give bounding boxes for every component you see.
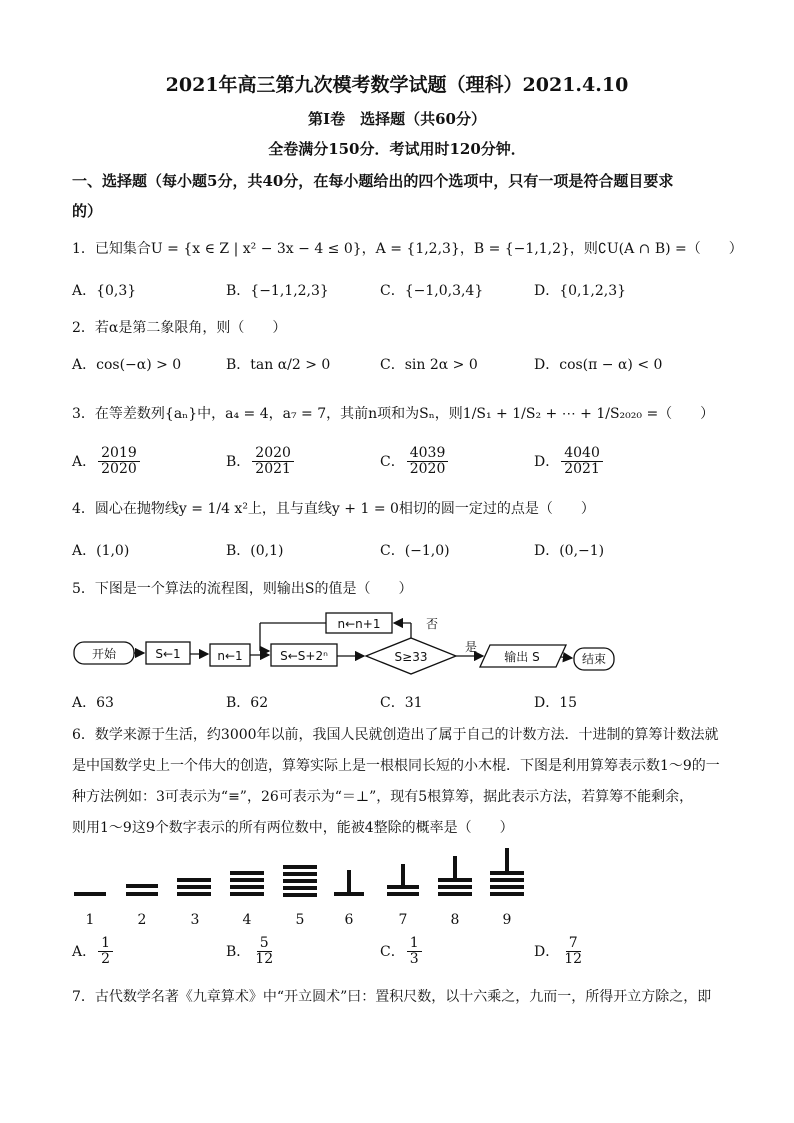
q3-option-c-fraction — [407, 446, 449, 476]
q5-option-b: B．62 — [226, 695, 269, 711]
flow-s-init-label: S←1 — [155, 647, 181, 661]
q4-option-d: D．(0,−1) — [534, 543, 605, 559]
q1-option-a: A．{0,3} — [72, 283, 137, 299]
q4-option-a: A．(1,0) — [72, 543, 130, 559]
q6-option-b-label: B． — [226, 944, 251, 961]
q3-option-b — [226, 446, 296, 476]
q3-option-b-fraction — [252, 446, 294, 476]
q6-option-d — [534, 936, 587, 966]
q2-option-b: B．tan α/2 > 0 — [226, 357, 331, 373]
question-6-line-1: 6．数学来源于生活，约3000年以前，我国人民就创造出了属于自己的计数方法．十进制的算筹计数法就 — [72, 727, 719, 743]
q3-option-d — [534, 446, 605, 476]
numerator: 1 — [407, 936, 422, 952]
q6-option-c-label: C． — [380, 944, 405, 961]
denominator: 12 — [564, 950, 583, 967]
section-heading: 一、选择题（每小题5分，共40分，在每小题给出的四个选项中，只有一项是符合题目要求 — [72, 172, 674, 190]
q2-option-c: C．sin 2α > 0 — [380, 357, 478, 373]
flow-no-label: 否 — [426, 617, 439, 631]
q3-option-d-label: D． — [534, 454, 560, 471]
numerator: 7 — [566, 936, 581, 952]
q6-option-c-fraction — [407, 936, 422, 966]
rod-numeral-5 — [283, 865, 317, 897]
numerator: 1 — [98, 936, 113, 952]
q3-option-b-label: B． — [226, 454, 251, 471]
rod-label: 1 — [85, 912, 95, 928]
exam-info: 全卷满分150分．考试用时120分钟． — [268, 140, 526, 158]
flow-condition-label: S≥33 — [394, 650, 428, 664]
rod-numeral-1 — [74, 892, 106, 896]
question-3-text: 3．在等差数列{aₙ}中，a₄ = 4，a₇ = 7，其前n项和为Sₙ，则1/S₁ + 1/S₂ + ⋯ + 1/S₂₀₂₀ =（ ） — [72, 406, 715, 422]
q5-option-c: C．31 — [380, 695, 423, 711]
q6-option-c — [380, 936, 424, 966]
rod-numeral-2 — [126, 884, 158, 896]
question-1-text: 1．已知集合U = {x ∈ Z | x² − 3x − 4 ≤ 0}，A = {1,2,3}，B = {−1,1,2}，则∁U(A ∩ B) =（ ） — [72, 241, 743, 257]
denominator: 3 — [409, 950, 419, 967]
flow-arrow — [561, 657, 572, 658]
q3-option-a — [72, 446, 142, 476]
rod-label: 8 — [450, 912, 460, 928]
section-heading-cont: 的） — [72, 202, 103, 220]
denominator: 2021 — [564, 460, 600, 477]
flow-n-init-label: n←1 — [217, 649, 243, 663]
rod-label: 4 — [242, 912, 252, 928]
numerator: 5 — [257, 936, 272, 952]
numerator: 4039 — [407, 446, 449, 462]
q3-option-a-label: A． — [72, 454, 97, 471]
q6-option-b-fraction — [252, 936, 276, 966]
q2-option-a: A．cos(−α) > 0 — [72, 357, 182, 373]
q3-option-c — [380, 446, 450, 476]
denominator: 2020 — [409, 460, 446, 477]
flow-start-label: 开始 — [91, 647, 117, 661]
rod-label: 5 — [295, 912, 305, 928]
numerator: 2020 — [252, 446, 294, 462]
flow-increment-label: n←n+1 — [337, 617, 381, 631]
q6-option-a-label: A． — [72, 944, 97, 961]
rod-label: 2 — [137, 912, 147, 928]
rod-numeral-9 — [490, 848, 524, 896]
rod-numeral-4 — [230, 871, 264, 896]
flow-update-label: S←S+2ⁿ — [280, 649, 328, 663]
rod-numeral-6 — [334, 870, 364, 896]
q4-option-b: B．(0,1) — [226, 543, 284, 559]
question-4-text: 4．圆心在抛物线y = 1/4 x²上，且与直线y + 1 = 0相切的圆一定过的点是（ ） — [72, 501, 595, 517]
denominator: 2020 — [101, 460, 137, 477]
rod-numeral-7 — [387, 864, 419, 896]
question-6-line-4: 则用1～9这9个数字表示的所有两位数中，能被4整除的概率是（ ） — [72, 820, 514, 836]
flow-yes-label: 是 — [465, 640, 478, 654]
question-5-text: 5．下图是一个算法的流程图，则输出S的值是（ ） — [72, 581, 413, 597]
page-title: 2021年高三第九次模考数学试题（理科）2021.4.10 — [165, 74, 629, 96]
question-7-text: 7．古代数学名著《九章算术》中“开立圆术”曰：置积尺数，以十六乘之，九而一，所得开立方除之，即 — [72, 989, 712, 1005]
q6-option-a — [72, 936, 115, 966]
q2-option-d: D．cos(π − α) < 0 — [534, 357, 663, 373]
q6-option-b — [226, 936, 278, 966]
flow-output-label: 输出 S — [504, 650, 540, 664]
q6-option-d-fraction — [561, 936, 585, 966]
rod-numeral-8 — [438, 856, 472, 896]
q6-option-d-label: D． — [534, 944, 560, 961]
rod-label: 7 — [398, 912, 408, 928]
q1-option-b: B．{−1,1,2,3} — [226, 283, 329, 299]
denominator: 2021 — [255, 460, 291, 477]
question-6-line-2: 是中国数学史上一个伟大的创造，算筹实际上是一根根同长短的小木棍．下图是利用算筹表示数1～9的一 — [72, 758, 720, 774]
numerator: 4040 — [561, 446, 603, 462]
q1-option-d: D．{0,1,2,3} — [534, 283, 627, 299]
denominator: 2 — [101, 950, 111, 967]
part-heading: 第Ⅰ卷 选择题（共60分） — [308, 110, 486, 128]
rod-numeral-3 — [177, 878, 211, 896]
q3-option-a-fraction — [98, 446, 140, 476]
q1-option-c: C．{−1,0,3,4} — [380, 283, 484, 299]
flow-end-label: 结束 — [581, 652, 607, 666]
rod-label: 9 — [502, 912, 512, 928]
q3-option-c-label: C． — [380, 454, 405, 471]
numerator: 2019 — [98, 446, 140, 462]
denominator: 12 — [255, 950, 274, 967]
rod-label: 6 — [344, 912, 354, 928]
q5-option-a: A．63 — [72, 695, 114, 711]
counting-rods-figure — [0, 840, 794, 930]
q6-option-a-fraction — [98, 936, 113, 966]
q5-option-d: D．15 — [534, 695, 578, 711]
rod-label: 3 — [190, 912, 200, 928]
question-2-text: 2．若α是第二象限角，则（ ） — [72, 320, 287, 336]
algorithm-flowchart — [0, 600, 794, 680]
q3-option-d-fraction — [561, 446, 603, 476]
question-6-line-3: 种方法例如：3可表示为“≡”，26可表示为“＝⊥”，现有5根算筹，据此表示方法，若算筹不能剩余， — [72, 789, 694, 805]
q4-option-c: C．(−1,0) — [380, 543, 450, 559]
